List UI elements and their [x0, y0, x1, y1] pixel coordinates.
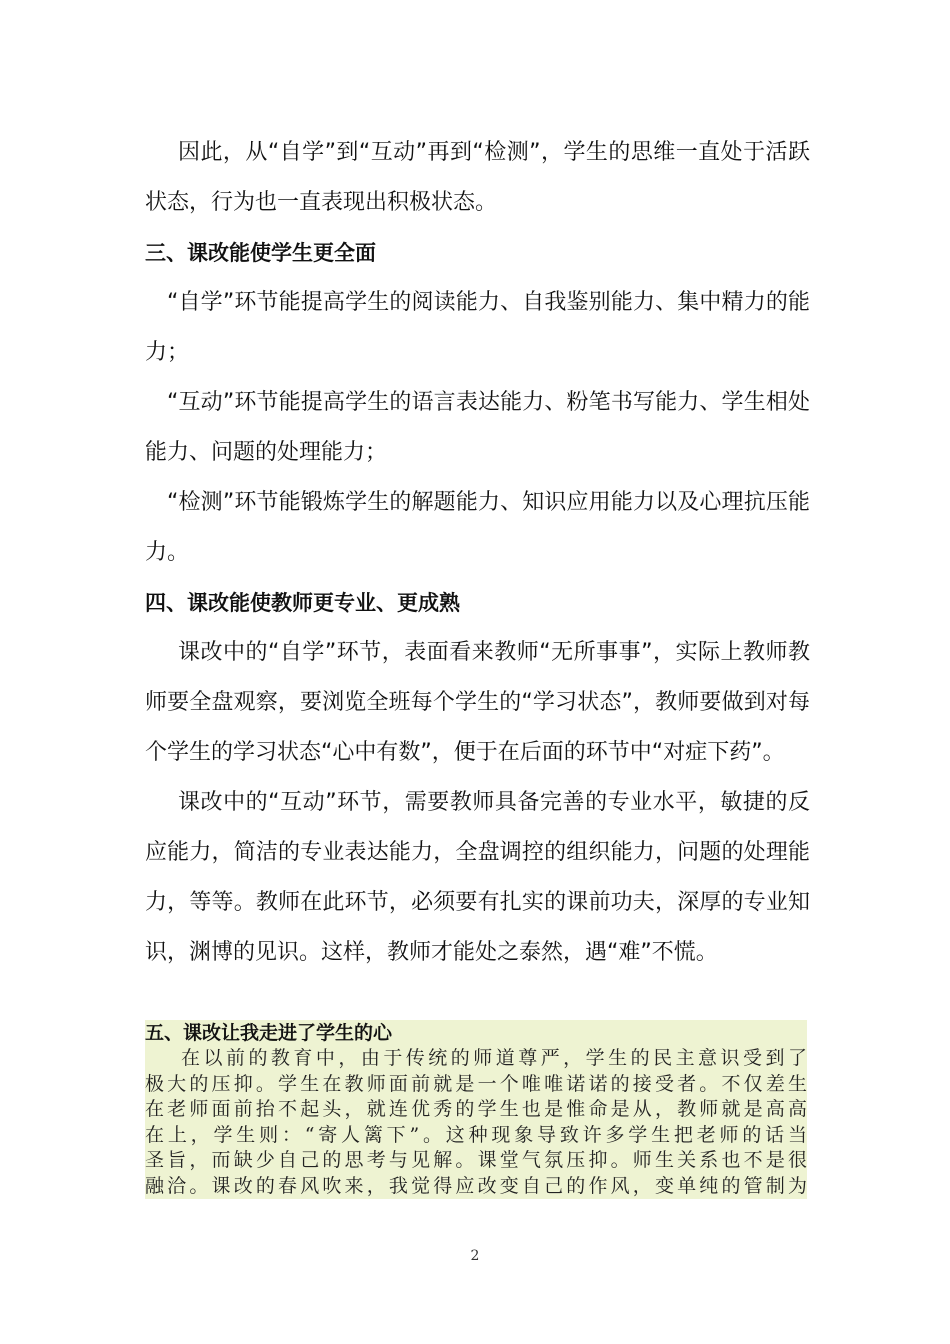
highlight-line: 极大的压抑。学生在教师面前就是一个唯唯诺诺的接受者。不仅差生 [145, 1072, 807, 1095]
highlight-line: 圣旨，而缺少自己的思考与见解。课堂气氛压抑。师生关系也不是很 [145, 1149, 807, 1171]
paragraph-teacher-self-study: 课改中的“自学”环节，表面看来教师“无所事事”，实际上教师教师要全盘观察，要浏览全班每个学生的“学习状态”，教师要做到对每个学生的学习状态“心中有数”，便于在后面的环节中“对症下药”。 [145, 640, 810, 765]
heading-section-3: 三、课改能使学生更全面 [145, 241, 376, 265]
highlighted-section-5 [145, 1020, 807, 1199]
paragraph-teacher-interaction: 课改中的“互动”环节，需要教师具备完善的专业水平，敏捷的反应能力，简洁的专业表达能力，全盘调控的组织能力，问题的处理能力，等等。教师在此环节，必须要有扎实的课前功夫，深厚的专业知识，渊博的见识。这样，教师才能处之泰然，遇“难”不慌。 [145, 790, 810, 965]
paragraph-conclusion: 因此，从“自学”到“互动”再到“检测”，学生的思维一直处于活跃状态，行为也一直表现出积极状态。 [145, 140, 810, 215]
page-number: 2 [470, 1248, 480, 1264]
highlight-line: 在老师面前抬不起头，就连优秀的学生也是惟命是从，教师就是高高 [145, 1098, 807, 1120]
paragraph-self-study: “自学”环节能提高学生的阅读能力、自我鉴别能力、集中精力的能力； [145, 290, 810, 365]
highlight-line: 融洽。课改的春风吹来，我觉得应改变自己的作风，变单纯的管制为 [145, 1174, 807, 1197]
highlight-line: 在上，学生则：“寄人篱下”。这种现象导致许多学生把老师的话当 [145, 1123, 807, 1146]
highlight-line: 在以前的教育中，由于传统的师道尊严，学生的民主意识受到了 [181, 1047, 807, 1069]
heading-section-4: 四、课改能使教师更专业、更成熟 [145, 591, 460, 615]
paragraph-interaction: “互动”环节能提高学生的语言表达能力、粉笔书写能力、学生相处能力、问题的处理能力； [145, 390, 810, 465]
paragraph-testing: “检测”环节能锻炼学生的解题能力、知识应用能力以及心理抗压能力。 [145, 490, 810, 565]
heading-section-5: 五、课改让我走进了学生的心 [145, 1022, 393, 1044]
document-body [145, 128, 810, 978]
